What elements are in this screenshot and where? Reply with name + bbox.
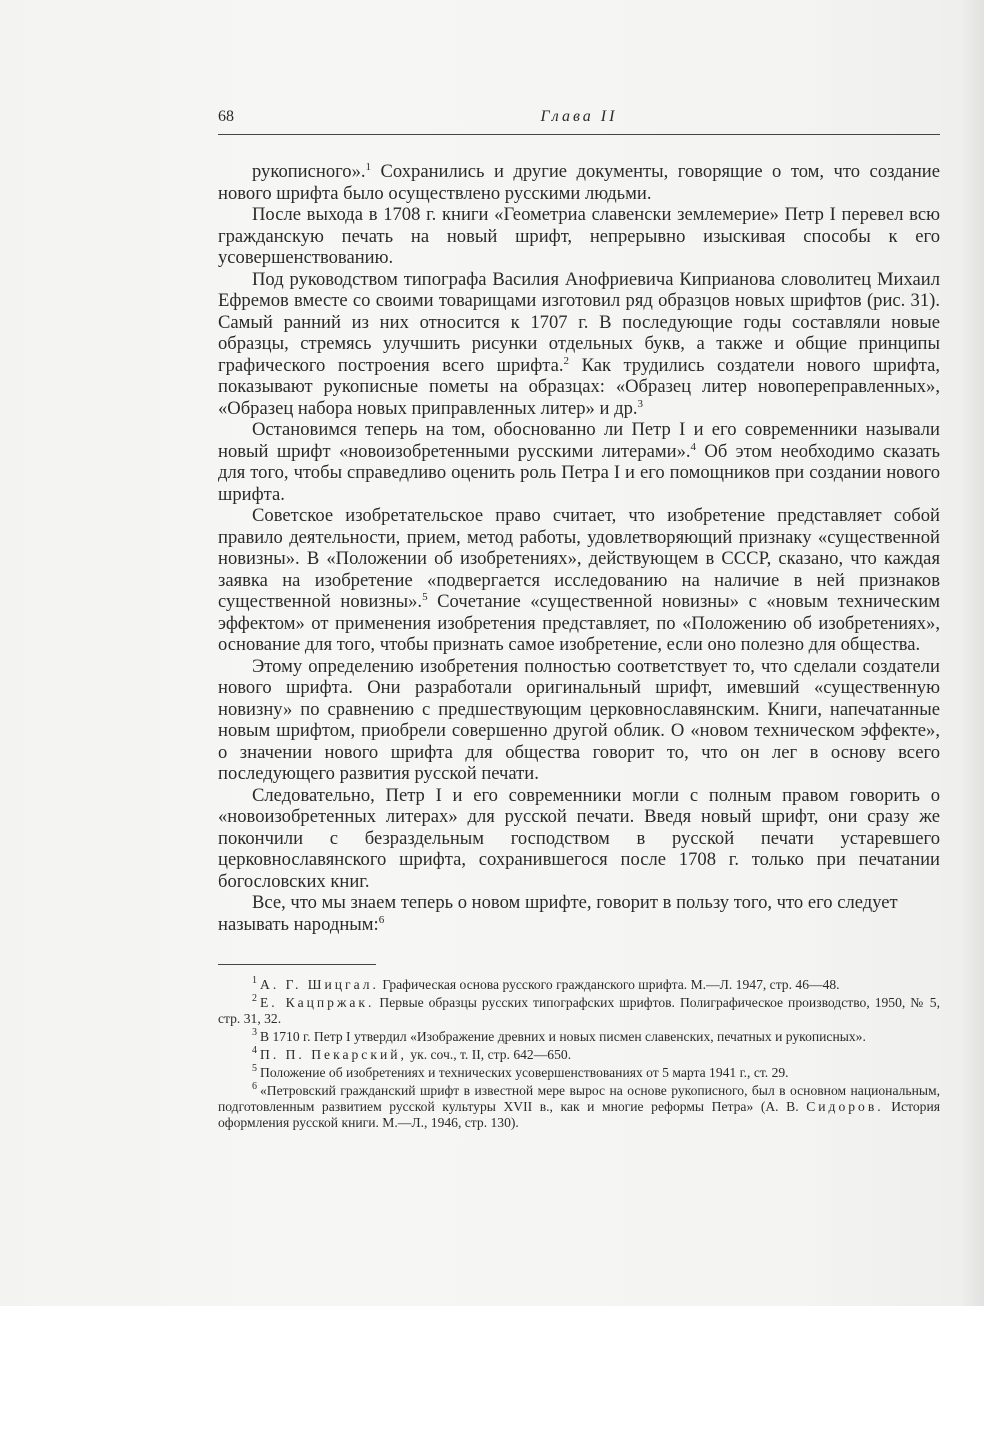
footnote-separator bbox=[218, 964, 376, 965]
footnote-3 bbox=[218, 1029, 940, 1045]
paragraph-p8 bbox=[218, 892, 940, 935]
page-number: 68 bbox=[218, 108, 234, 125]
footnote-4 bbox=[218, 1047, 940, 1063]
footnote-6 bbox=[218, 1083, 940, 1131]
text-run: Графическая основа русского гражданского шрифта. М.—Л. 1947, стр. 46—48. bbox=[378, 977, 840, 992]
text-run: Следовательно, Петр I и его современники могли с полным правом говорить о «новоизобретенных литерах» для русской печати. Введя новый шрифт, они сразу же покончили с безраздельным господством в русской печати устаревшего церковнославянского шрифта, сохранившегося после 1708 г. только при печатании богословских книг. bbox=[218, 784, 940, 892]
paragraph-p7 bbox=[218, 785, 940, 893]
text-run: Об этом необходимо сказать для того, чтобы справедливо оценить роль Петра I и его помощников при создании нового шрифта. bbox=[218, 440, 941, 505]
footnote-ref: 5 bbox=[422, 590, 428, 603]
footnote-ref: 1 bbox=[365, 160, 372, 173]
text-run: Сохранились и другие документы, говорящие о том, что создание нового шрифта было осуществлено русскими людьми. bbox=[218, 161, 940, 204]
footnote-number: 1 bbox=[252, 975, 257, 987]
paragraph-p5 bbox=[218, 505, 940, 656]
book-page bbox=[218, 108, 940, 1133]
footnote-ref: 4 bbox=[690, 440, 697, 453]
footnote-ref: 2 bbox=[563, 354, 570, 367]
footnote-ref: 6 bbox=[378, 913, 385, 926]
paragraph-p4 bbox=[218, 419, 940, 505]
footnote-2 bbox=[218, 995, 940, 1027]
author-name: П. П. Пекарский, bbox=[260, 1047, 407, 1062]
text-run: Как трудились создатели нового шрифта, показывают рукописные пометы на образцах: «Образец литер новопереправленных», «Образец набора новых приправленных литер» и др. bbox=[218, 354, 940, 419]
footnote-1 bbox=[218, 977, 940, 993]
text-run: ук. соч., т. II, стр. 642—650. bbox=[406, 1047, 572, 1062]
text-run: Советское изобретательское право считает, что изобретение представляет собой правило деятельности, прием, метод работы, удовлетворяющий признаку «существенной новизны». В «Положении об изобретениях», действующем в СССР, сказано, что каждая заявка на изобретение «подвергается исследованию на наличие в ней признаков существенной новизны». bbox=[218, 505, 940, 612]
footnote-number: 2 bbox=[252, 993, 257, 1005]
text-run: История оформления русской книги. М.—Л., 1946, стр. 130). bbox=[218, 1099, 940, 1130]
author-name: А. Г. Шицгал. bbox=[260, 977, 379, 992]
text-run: Положение об изобретениях и технических усовершенствованиях от 5 марта 1941 г., ст. 29. bbox=[260, 1065, 789, 1080]
text-run: Этому определению изобретения полностью соответствует то, что сделали создатели нового шрифта. Они разработали оригинальный шрифт, имевший «существенную новизну» по сравнению с предшествующим церковнославянским. Книги, напечатанные новым шрифтом, приобрели совершенно другой облик. О «новом техническом эффекте», о значении нового шрифта для общества говорит то, что он лег в основу всего последующего развития русской печати. bbox=[218, 655, 940, 784]
paragraph-p2 bbox=[218, 204, 940, 269]
author-name: Сидоров. bbox=[806, 1099, 884, 1114]
footnote-number: 6 bbox=[252, 1081, 257, 1093]
text-run: Сочетание «существенной новизны» с «новым техническим эффектом» от применения изобретения представляет, по «Положению об изобретениях», основание для того, чтобы признать самое изобретение, если оно полезно для общества. bbox=[218, 591, 940, 655]
footnotes bbox=[218, 977, 940, 1131]
running-head bbox=[218, 108, 940, 135]
footnote-number: 5 bbox=[252, 1063, 257, 1075]
chapter-title: Глава II bbox=[540, 108, 618, 125]
author-name: Е. Кацпржак. bbox=[260, 995, 375, 1010]
paragraph-p3 bbox=[218, 269, 940, 420]
text-run: Первые образцы русских типографских шрифтов. Полиграфическое производство, 1950, № 5, стр. 31, 32. bbox=[218, 995, 941, 1026]
footnote-5 bbox=[218, 1065, 940, 1081]
text-run: рукописного». bbox=[252, 161, 366, 182]
paragraph-p1 bbox=[218, 161, 940, 204]
text-run: После выхода в 1708 г. книги «Геометриа славенски землемерие» Петр I перевел всю гражданскую печать на новый шрифт, непрерывно изыскивая способы к его усовершенствованию. bbox=[218, 204, 940, 268]
footnote-number: 4 bbox=[252, 1045, 257, 1057]
text-run: Под руководством типографа Василия Анофриевича Киприанова словолитец Михаил Ефремов вместе со своими товарищами изготовил ряд образцов новых шрифтов (рис. 31). Самый ранний из них относится к 1707 г. В последующие годы составляли новые образцы, стремясь улучшить рисунки отдельных букв, а также и общие принципы графического построения всего шрифта. bbox=[218, 268, 940, 376]
text-run: Остановимся теперь на том, обоснованно ли Петр I и его современники называли новый шрифт «новоизобретенными русскими литерами». bbox=[218, 419, 940, 462]
body-text bbox=[218, 161, 940, 935]
text-run: «Петровский гражданский шрифт в известной мере вырос на основе рукописного, был в основном национальным, подготовленным развитием русской культуры XVII в., как и многие реформы Петра» (А. В. bbox=[218, 1083, 940, 1114]
footnote-ref: 3 bbox=[637, 397, 644, 410]
scan-edge-shadow bbox=[960, 0, 984, 1306]
paragraph-p6 bbox=[218, 656, 940, 785]
footnote-number: 3 bbox=[252, 1027, 257, 1039]
text-run: Все, что мы знаем теперь о новом шрифте, говорит в пользу того, что его следует называть народным: bbox=[218, 892, 898, 935]
text-run: В 1710 г. Петр I утвердил «Изображение древних и новых писмен славенских, печатных и рукописных». bbox=[260, 1029, 866, 1044]
